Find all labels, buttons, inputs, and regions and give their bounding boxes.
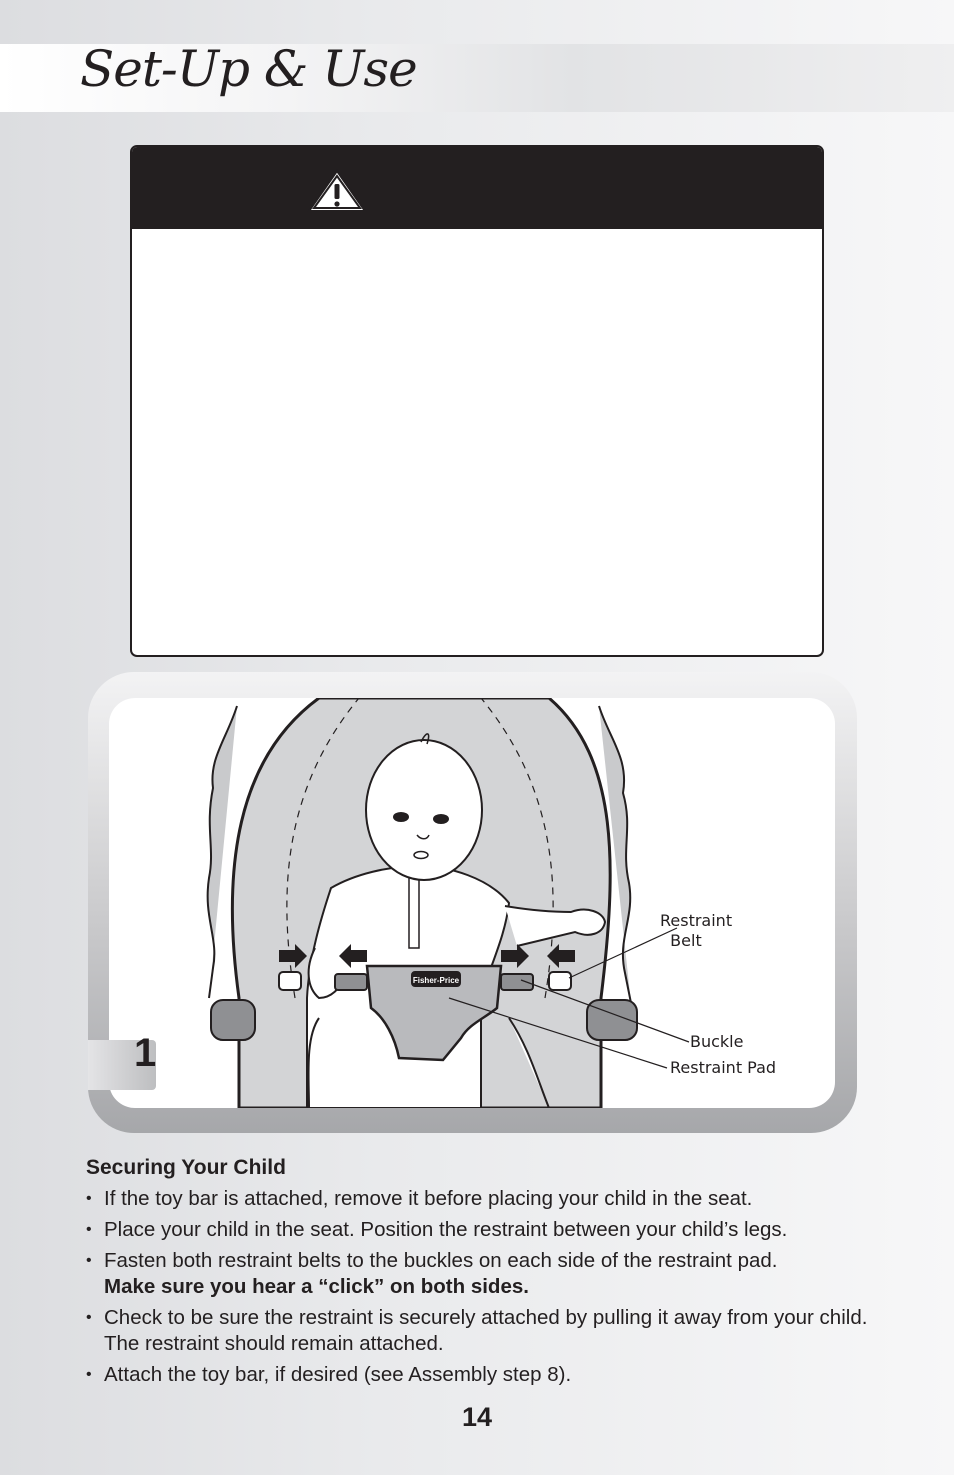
list-item: • Fasten both restraint belts to the buckles on each side of the restraint pad. Make sure you hear a “click” on both sides. <box>86 1248 876 1300</box>
warning-header <box>132 147 822 229</box>
list-item-emphasis: Make sure you hear a “click” on both sides. <box>104 1275 529 1298</box>
restraint-belt-right <box>501 974 533 990</box>
handle-left <box>211 1000 255 1040</box>
callout-restraint-belt: Restraint Belt <box>660 911 733 950</box>
baby-head <box>366 740 482 880</box>
buckle-right-open <box>549 972 571 990</box>
list-item: • Place your child in the seat. Position the restraint between your child’s legs. <box>86 1217 876 1243</box>
seat-ruffle-left <box>208 706 237 998</box>
list-item: • Attach the toy bar, if desired (see Assembly step 8). <box>86 1362 876 1388</box>
baby-eye-right <box>434 815 448 823</box>
warning-body <box>132 229 822 655</box>
warning-triangle-icon <box>307 169 367 213</box>
securing-your-child-section <box>86 1156 876 1393</box>
warning-box <box>130 145 824 657</box>
restraint-belt-left <box>335 974 367 990</box>
page-title: Set-Up & Use <box>80 40 417 98</box>
page-number: 14 <box>461 1402 493 1432</box>
step-number: 1 <box>134 1031 157 1075</box>
buckle-left-open <box>279 972 301 990</box>
callout-buckle: Buckle <box>690 1032 744 1051</box>
list-item: • If the toy bar is attached, remove it before placing your child in the seat. <box>86 1186 876 1212</box>
restraint-pad-logo: Fisher-Price <box>412 976 460 985</box>
section-heading: Securing Your Child <box>86 1156 286 1179</box>
list-item: • Check to be sure the restraint is securely attached by pulling it away from your child. The restraint should remain attached. <box>86 1305 876 1357</box>
callout-restraint-pad: Restraint Pad <box>670 1058 777 1077</box>
instruction-list <box>86 1186 876 1388</box>
baby-eye-left <box>394 813 408 821</box>
